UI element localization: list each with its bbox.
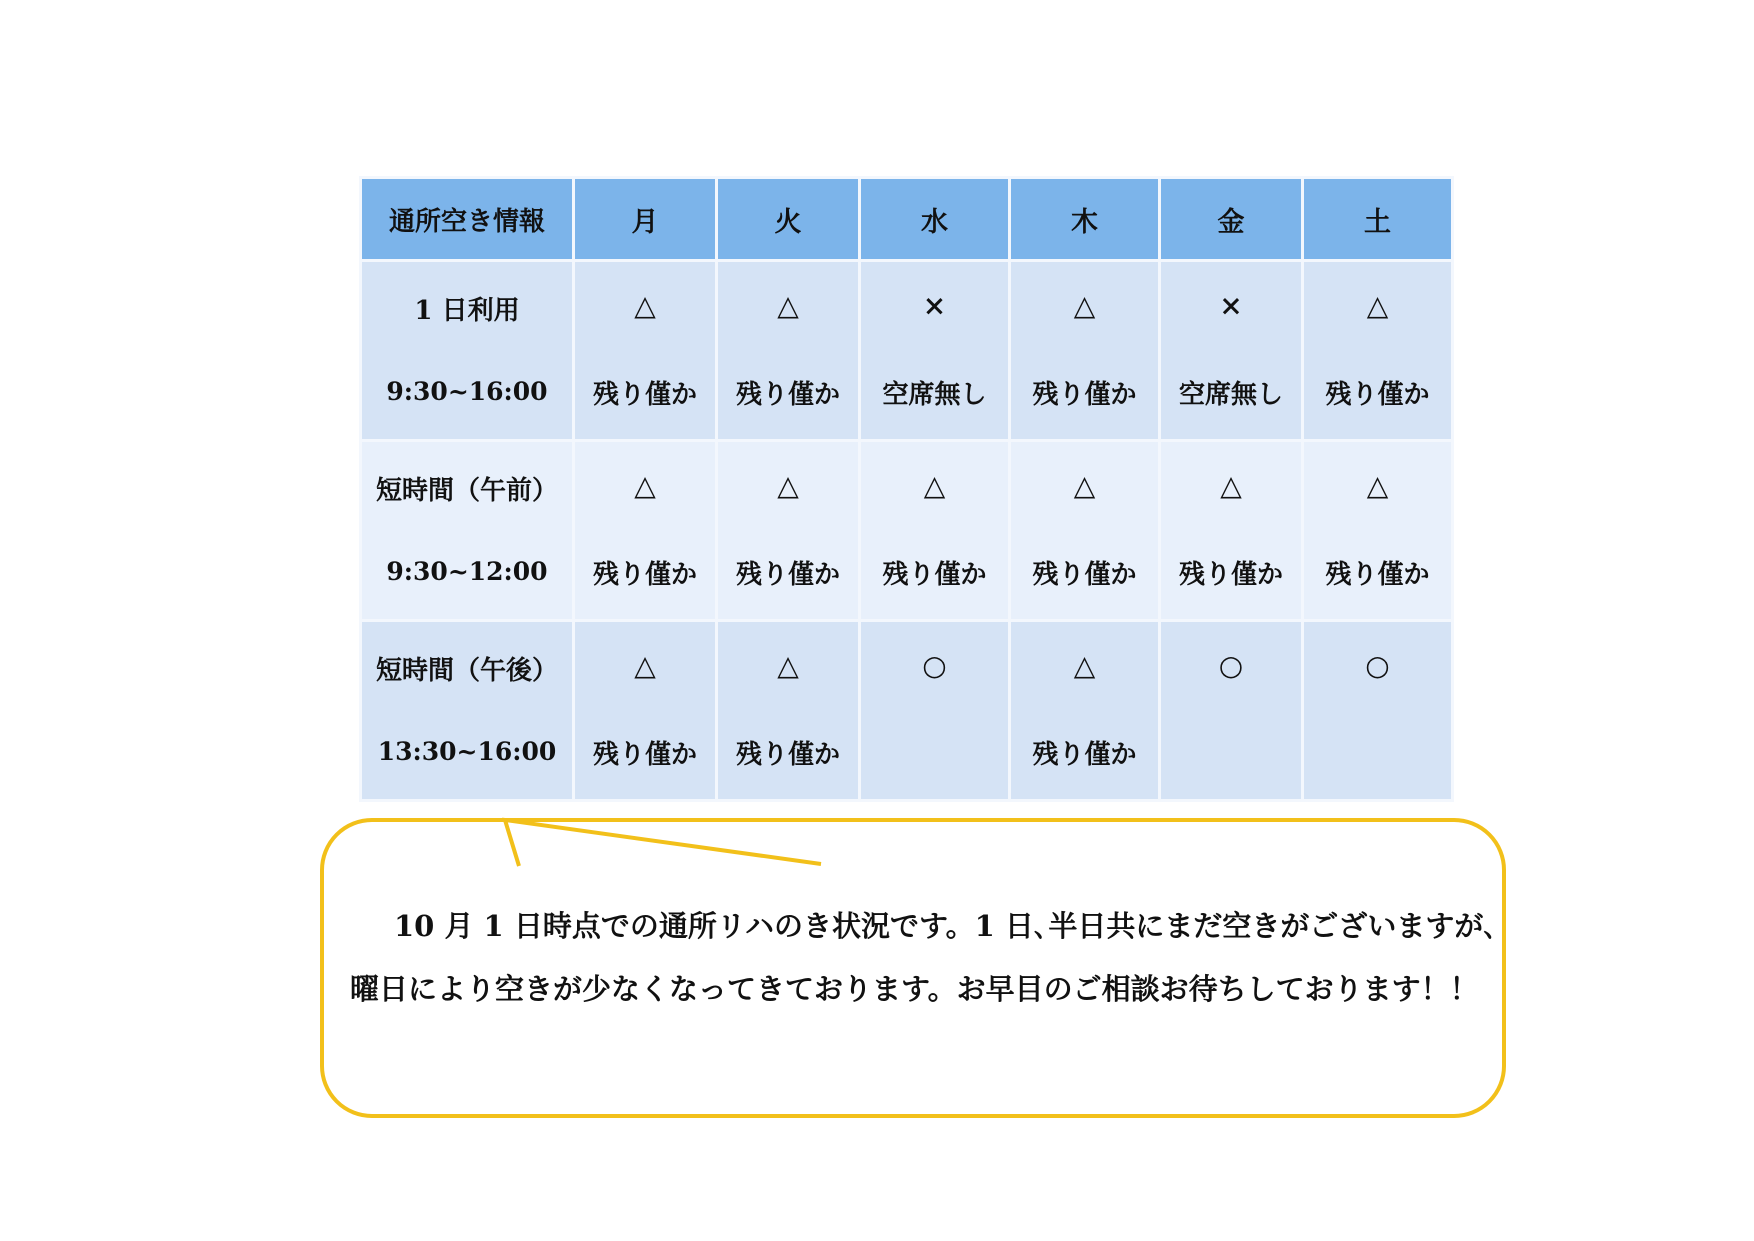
day-header-fri: 金	[1161, 179, 1301, 259]
cell-mon	[575, 262, 715, 439]
table-title: 通所空き情報	[362, 179, 572, 259]
availability-note: 残り僅か	[1032, 740, 1137, 770]
cell-tue	[718, 442, 858, 619]
day-header-sat: 土	[1304, 179, 1451, 259]
cell-sat	[1304, 262, 1451, 439]
availability-mark: △	[777, 289, 799, 322]
availability-mark: △	[1073, 289, 1096, 322]
day-header-tue: 火	[718, 179, 858, 259]
availability-note: 残り僅か	[592, 740, 697, 770]
availability-mark: ×	[1219, 289, 1243, 322]
cell-fri	[1161, 262, 1301, 439]
availability-mark: △	[634, 469, 656, 502]
row-label: 短時間（午後）	[375, 656, 558, 686]
cell-thu	[1011, 442, 1158, 619]
cell-sat	[1304, 622, 1451, 799]
table-row	[362, 622, 1451, 799]
availability-note: 残り僅か	[735, 740, 840, 770]
header-row	[362, 179, 1451, 259]
availability-mark: ○	[1365, 649, 1390, 682]
availability-note: 残り僅か	[1178, 560, 1283, 590]
availability-mark: △	[1220, 469, 1242, 502]
callout-message: 10 月 1 日時点での通所リハのき状況です。1 日､半日共にまだ空きがございますが､曜日により空きが少なくなってきております。お早目のご相談お待ちしております！！	[350, 909, 1498, 1006]
availability-mark: △	[1366, 469, 1389, 502]
cell-tue	[718, 262, 858, 439]
availability-mark: ×	[922, 289, 947, 322]
availability-mark: △	[777, 469, 799, 502]
row-time: 9:30~16:00	[386, 377, 548, 406]
availability-mark: △	[1073, 649, 1096, 682]
availability-mark: △	[634, 289, 656, 322]
cell-wed	[861, 622, 1008, 799]
cell-fri	[1161, 622, 1301, 799]
row-time: 13:30~16:00	[377, 737, 557, 766]
cell-mon	[575, 442, 715, 619]
availability-note: 残り僅か	[1032, 560, 1137, 590]
row-header-morning	[362, 442, 572, 619]
availability-note: 残り僅か	[592, 380, 697, 410]
availability-mark: △	[634, 649, 656, 682]
availability-note: 空席無し	[1178, 380, 1283, 410]
availability-mark: △	[1073, 469, 1096, 502]
cell-wed	[861, 262, 1008, 439]
row-header-afternoon	[362, 622, 572, 799]
availability-note: 残り僅か	[882, 560, 987, 590]
cell-thu	[1011, 262, 1158, 439]
cell-thu	[1011, 622, 1158, 799]
table-row	[362, 262, 1451, 439]
availability-note: 残り僅か	[1325, 560, 1430, 590]
cell-tue	[718, 622, 858, 799]
row-header-full-day	[362, 262, 572, 439]
row-time: 9:30~12:00	[386, 557, 548, 586]
cell-mon	[575, 622, 715, 799]
cell-wed	[861, 442, 1008, 619]
availability-note: 空席無し	[882, 380, 987, 410]
availability-note: 残り僅か	[1325, 380, 1430, 410]
availability-mark: ○	[922, 649, 947, 682]
availability-table	[359, 176, 1454, 802]
availability-mark: △	[777, 649, 799, 682]
row-label: 1 日利用	[414, 296, 520, 326]
availability-note: 残り僅か	[735, 560, 840, 590]
table-row	[362, 442, 1451, 619]
availability-mark: △	[1366, 289, 1389, 322]
cell-sat	[1304, 442, 1451, 619]
availability-note: 残り僅か	[735, 380, 840, 410]
callout-tail	[495, 812, 825, 868]
availability-mark: △	[923, 469, 946, 502]
day-header-wed: 水	[861, 179, 1008, 259]
cell-fri	[1161, 442, 1301, 619]
day-header-mon: 月	[575, 179, 715, 259]
day-header-thu: 木	[1011, 179, 1158, 259]
availability-note: 残り僅か	[1032, 380, 1137, 410]
availability-note: 残り僅か	[592, 560, 697, 590]
row-label: 短時間（午前）	[375, 476, 558, 506]
availability-mark: ○	[1218, 649, 1244, 682]
